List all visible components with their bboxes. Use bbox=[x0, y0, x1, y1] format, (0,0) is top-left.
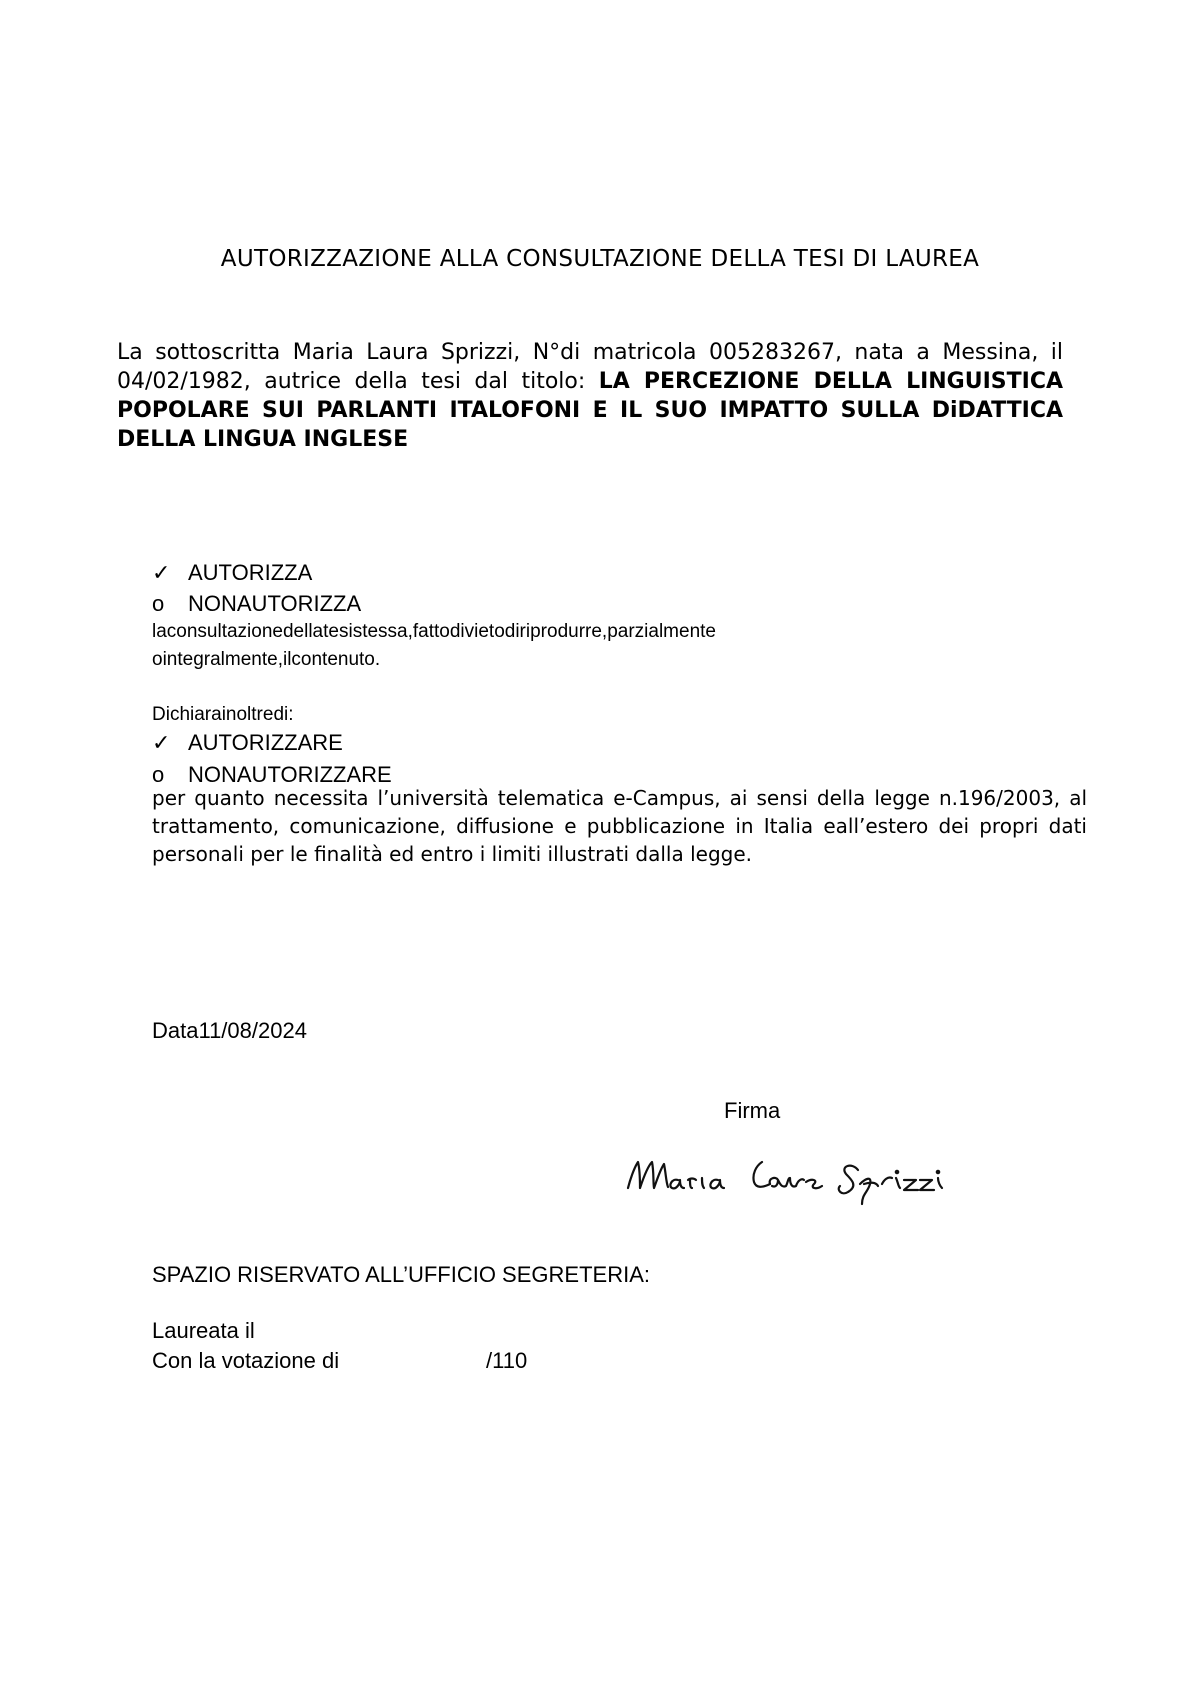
checkmark-icon: ✓ bbox=[152, 730, 171, 755]
graduated-label: Laureata il bbox=[152, 1318, 255, 1343]
intro-paragraph bbox=[117, 338, 1063, 454]
declaration-heading: Dichiarainoltredi: bbox=[152, 704, 294, 725]
date-line: Data11/08/2024 bbox=[152, 1018, 307, 1043]
signature-label: Firma bbox=[724, 1098, 781, 1123]
empty-circle-icon: o bbox=[152, 591, 165, 616]
empty-circle-icon: o bbox=[152, 762, 165, 787]
option-non-autorizza bbox=[152, 591, 361, 617]
document-title: AUTORIZZAZIONE ALLA CONSULTAZIONE DELLA TESI DI LAUREA bbox=[220, 246, 980, 272]
consultation-text-line2: ointegralmente,ilcontenuto. bbox=[152, 649, 381, 670]
option-autorizza bbox=[152, 560, 312, 586]
handwritten-signature bbox=[620, 1140, 990, 1220]
grade-label: Con la votazione di bbox=[152, 1348, 340, 1373]
office-heading: SPAZIO RISERVATO ALL’UFFICIO SEGRETERIA: bbox=[152, 1262, 650, 1287]
intro-text: La sottoscritta Maria Laura Sprizzi, N°di matricola 005283267, nata a Messina, il 04/02/1982, autrice della tesi dal titolo: bbox=[117, 340, 1063, 394]
thesis-title: LA PERCEZIONE DELLA LINGUISTICA POPOLARE SUI PARLANTI ITALOFONI E IL SUO IMPATTO SULLA DiDATTICA DELLA LINGUA INGLESE bbox=[117, 369, 1064, 452]
checkmark-icon: ✓ bbox=[152, 560, 171, 585]
privacy-paragraph: per quanto necessita l’università telematica e-Campus, ai sensi della legge n.196/2003, al trattamento, comunicazione, diffusione e pubblicazione in Italia eall’estero dei propri dati personali per le finalità ed entro i limiti illustrati dalla legge. bbox=[152, 786, 1087, 866]
grade-suffix: /110 bbox=[486, 1348, 528, 1373]
option-label: NONAUTORIZZARE bbox=[188, 762, 392, 787]
option-label: AUTORIZZA bbox=[188, 560, 313, 585]
option-label: NONAUTORIZZA bbox=[188, 591, 362, 616]
option-label: AUTORIZZARE bbox=[188, 730, 343, 755]
consultation-text-line1: laconsultazionedellatesistessa,fattodivietodiriprodurre,parzialmente bbox=[152, 621, 716, 642]
option-autorizzare bbox=[152, 730, 343, 756]
